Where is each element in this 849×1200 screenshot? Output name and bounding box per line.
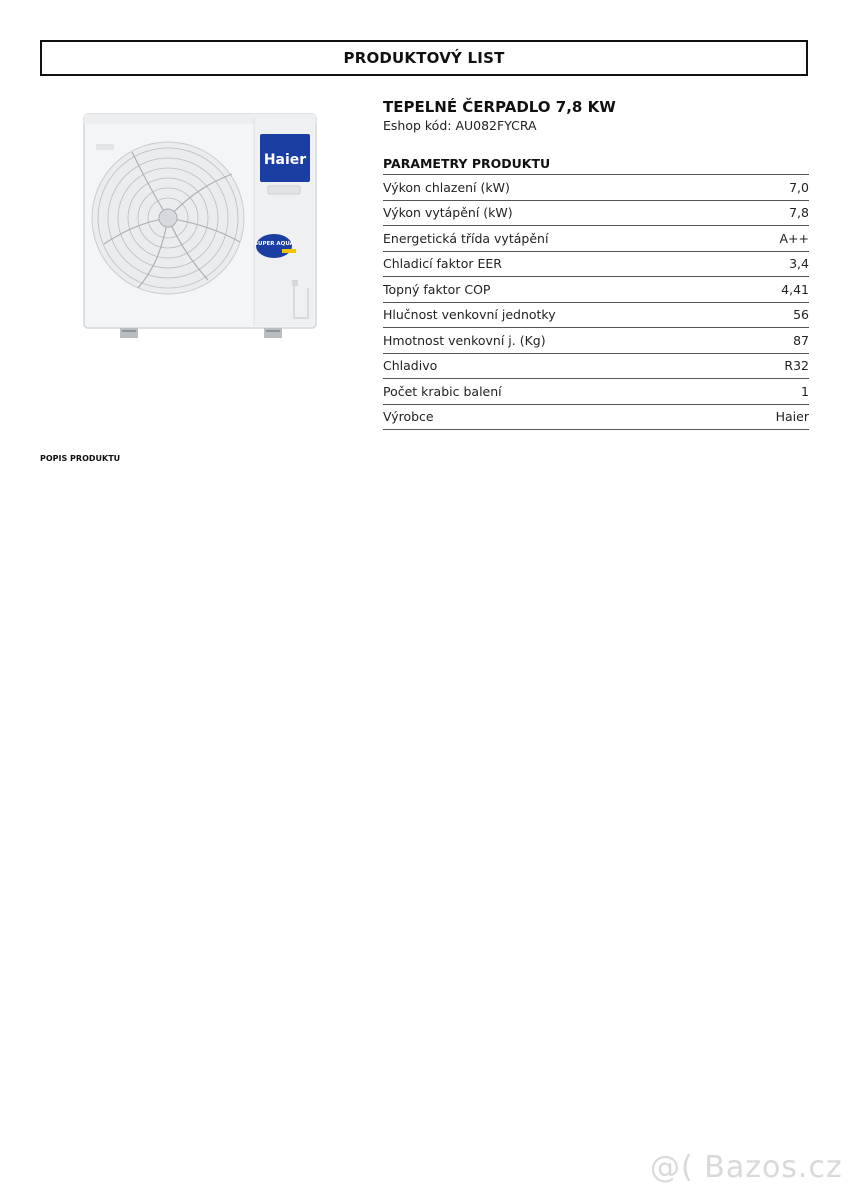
product-image xyxy=(82,112,320,342)
table-row xyxy=(383,404,809,430)
param-value: 7,8 xyxy=(740,200,809,226)
svg-text:SUPER AQUA: SUPER AQUA xyxy=(254,241,294,247)
param-value: 87 xyxy=(740,328,809,354)
param-label: Energetická třída vytápění xyxy=(383,226,740,252)
param-label: Výkon vytápění (kW) xyxy=(383,200,740,226)
param-label: Počet krabic balení xyxy=(383,379,740,405)
param-value: 1 xyxy=(740,379,809,405)
table-row xyxy=(383,251,809,277)
table-row xyxy=(383,353,809,379)
header-box xyxy=(40,40,808,76)
param-value: 7,0 xyxy=(740,175,809,201)
table-row xyxy=(383,226,809,252)
param-label: Topný faktor COP xyxy=(383,277,740,303)
table-row xyxy=(383,328,809,354)
parameters-table xyxy=(383,174,809,430)
param-value: 3,4 xyxy=(740,251,809,277)
param-label: Výrobce xyxy=(383,404,740,430)
param-value: 4,41 xyxy=(740,277,809,303)
table-row xyxy=(383,277,809,303)
param-value: A++ xyxy=(740,226,809,252)
param-value: Haier xyxy=(740,404,809,430)
param-label: Chladivo xyxy=(383,353,740,379)
table-row xyxy=(383,175,809,201)
product-title: TEPELNÉ ČERPADLO 7,8 KW xyxy=(383,98,616,116)
table-row xyxy=(383,302,809,328)
page-title: PRODUKTOVÝ LIST xyxy=(343,49,505,67)
brand-logo: Haier xyxy=(263,152,307,168)
param-label: Hmotnost venkovní j. (Kg) xyxy=(383,328,740,354)
description-heading: POPIS PRODUKTU xyxy=(40,454,121,463)
param-label: Hlučnost venkovní jednotky xyxy=(383,302,740,328)
table-row xyxy=(383,200,809,226)
param-value: 56 xyxy=(740,302,809,328)
param-value: R32 xyxy=(740,353,809,379)
param-label: Výkon chlazení (kW) xyxy=(383,175,740,201)
eshop-code: Eshop kód: AU082FYCRA xyxy=(383,118,537,133)
table-row xyxy=(383,379,809,405)
watermark: @( Bazos.cz xyxy=(650,1150,843,1185)
param-label: Chladicí faktor EER xyxy=(383,251,740,277)
parameters-heading: PARAMETRY PRODUKTU xyxy=(383,156,551,171)
product-info xyxy=(383,96,809,430)
